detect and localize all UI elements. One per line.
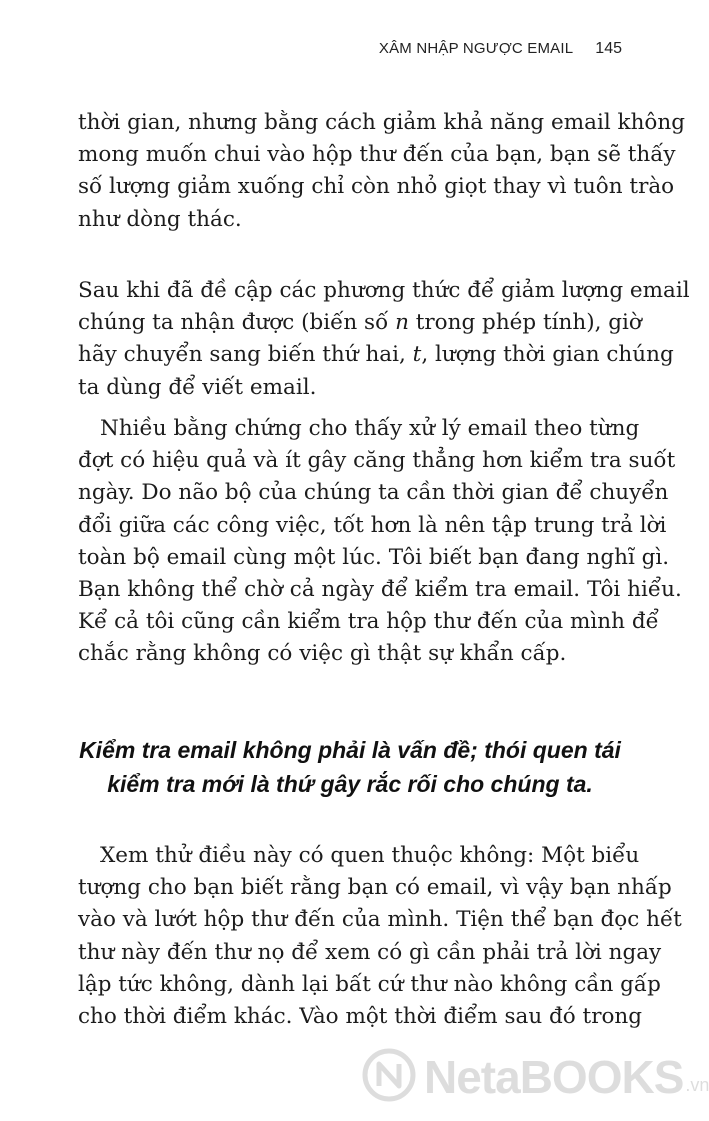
text-line: thời gian, nhưng bằng cách giảm khả năng email không (78, 110, 685, 135)
text-line: thư này đến thư nọ để xem có gì cần phải trả lời ngay (78, 939, 662, 965)
text-line: cho thời điểm khác. Vào một thời điểm sau đó trong (78, 1004, 643, 1030)
text-line: Sau khi đã đề cập các phương thức để giảm lượng email (78, 278, 690, 303)
text-line: ta dùng để viết email. (78, 374, 317, 400)
paragraph-1 (78, 107, 685, 236)
variable-t: t (412, 342, 422, 368)
pull-quote-line: kiểm tra mới là thứ gây rắc rối cho chúng ta. (107, 771, 593, 797)
text-line: mong muốn chui vào hộp thư đến của bạn, bạn sẽ thấy (78, 142, 676, 168)
text-line: Xem thử điều này có quen thuộc không: Một biểu (100, 843, 640, 868)
page-number: 145 (595, 40, 622, 57)
paragraph-4 (78, 840, 682, 1033)
pull-quote (78, 733, 622, 801)
text-line: chúng ta nhận được (biến số n trong phép tính), giờ (78, 310, 642, 336)
netabooks-logo-icon (362, 1048, 416, 1106)
watermark-suffix: .vn (685, 1075, 709, 1095)
watermark-brand: NetaBOOKS (424, 1051, 684, 1103)
pull-quote-line: Kiểm tra email không phải là vấn đề; thói quen tái (79, 737, 621, 763)
text-line: lập tức không, dành lại bất cứ thư nào không cần gấp (78, 971, 661, 997)
text-line: số lượng giảm xuống chỉ còn nhỏ giọt thay vì tuôn trào (78, 174, 675, 200)
text-line: Nhiều bằng chứng cho thấy xử lý email theo từng (100, 416, 640, 441)
text-line: hãy chuyển sang biến thứ hai, t, lượng thời gian chúng (78, 342, 674, 368)
paragraph-2 (78, 275, 690, 404)
text-line: toàn bộ email cùng một lúc. Tôi biết bạn đang nghĩ gì. (78, 544, 670, 570)
text-line: đổi giữa các công việc, tốt hơn là nên tập trung trả lời (78, 512, 667, 538)
text-line: tượng cho bạn biết rằng bạn có email, vì vậy bạn nhấp (78, 875, 672, 901)
text-line: Kể cả tôi cũng cần kiểm tra hộp thư đến của mình để (78, 609, 659, 635)
paragraph-3 (78, 413, 682, 671)
text-line: như dòng thác. (78, 206, 242, 232)
running-header (379, 40, 622, 58)
running-title: XÂM NHẬP NGƯỢC EMAIL (378, 40, 574, 57)
text-line: ngày. Do não bộ của chúng ta cần thời gian để chuyển (78, 480, 669, 506)
text-line: chắc rằng không có việc gì thật sự khẩn cấp. (78, 641, 567, 667)
text-line: đợt có hiệu quả và ít gây căng thẳng hơn kiểm tra suốt (78, 448, 676, 474)
watermark (362, 1048, 709, 1106)
text-line: vào và lướt hộp thư đến của mình. Tiện thể bạn đọc hết (78, 907, 682, 933)
text-line: Bạn không thể chờ cả ngày để kiểm tra email. Tôi hiểu. (78, 577, 682, 603)
variable-n: n (395, 310, 409, 336)
